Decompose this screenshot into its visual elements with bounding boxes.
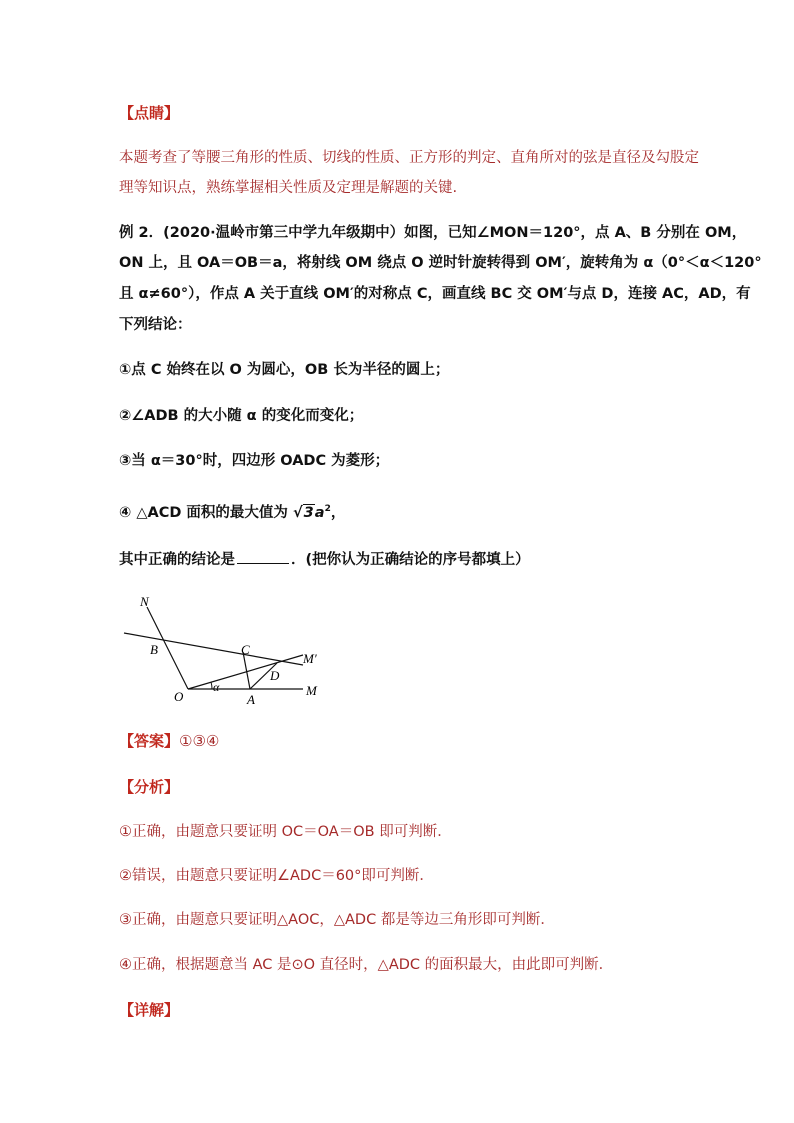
label-D: D [270,668,280,683]
conclusion-3: ③当 α＝30°时，四边形 OADC 为菱形； [119,453,390,469]
answer-blank [237,549,289,564]
label-A: A [247,692,255,707]
question-suffix: ．(把你认为正确结论的序号都填上） [291,552,530,568]
answer-line [119,731,219,752]
conclusion-1: ①点 C 始终在以 O 为圆心，OB 长为半径的圆上； [119,362,450,378]
label-M: M [306,683,317,698]
label-O: O [174,689,184,704]
conclusion-4-prefix: ④ △ACD 面积的最大值为 [119,504,288,521]
area-exponent: 2 [324,504,331,514]
dianjing-heading: 【点睛】 [119,104,180,122]
analysis-item-4: ④正确，根据题意当 AC 是⊙O 直径时，△ADC 的面积最大，由此即可判断． [119,957,614,973]
answer-value: ①③④ [179,732,220,750]
area-variable: a [314,504,325,521]
detail-heading: 【详解】 [119,1001,180,1019]
example-line-1: 例 2．(2020·温岭市第三中学九年级期中）如图，已知∠MON＝120°，点 A、B 分别在 OM， [119,225,747,241]
dianjing-text-line-2: 理等知识点，熟练掌握相关性质及定理是解题的关键. [119,180,458,196]
ray-OM-prime [188,655,303,689]
analysis-item-2: ②错误，由题意只要证明∠ADC＝60°即可判断． [119,868,434,884]
label-N: N [140,594,149,609]
question-prefix: 其中正确的结论是 [119,552,235,568]
label-C: C [241,642,250,657]
analysis-item-1: ①正确，由题意只要证明 OC＝OA＝OB 即可判断． [119,824,452,840]
angle-alpha-arc [211,682,212,689]
conclusion-2: ②∠ADB 的大小随 α 的变化而变化； [119,408,364,424]
radicand: 3 [303,504,314,521]
analysis-item-3: ③正确，由题意只要证明△AOC，△ADC 都是等边三角形即可判断． [119,912,555,928]
label-alpha: α [213,680,220,694]
example-line-3: 且 α≠60°），作点 A 关于直线 OM′的对称点 C，画直线 BC 交 OM′与点 D，连接 AC，AD，有 [119,286,751,302]
conclusion-4-suffix: ， [330,504,346,521]
analysis-heading: 【分析】 [119,778,180,796]
answer-heading: 【答案】 [119,732,180,750]
dianjing-text-line-1: 本题考查了等腰三角形的性质、切线的性质、正方形的判定、直角所对的弦是直径及勾股定 [119,150,699,166]
label-B: B [150,642,158,657]
conclusion-4 [119,499,345,523]
geometry-figure [110,585,340,710]
radical-sign: √ [293,504,303,521]
sqrt-expression [293,503,315,523]
question-line [119,549,530,570]
example-line-2: ON 上，且 OA＝OB＝a，将射线 OM 绕点 O 逆时针旋转得到 OM′，旋转角为 α（0°＜α＜120° [119,255,762,271]
example-line-4: 下列结论： [119,317,192,333]
label-M-prime: M′ [303,651,317,666]
